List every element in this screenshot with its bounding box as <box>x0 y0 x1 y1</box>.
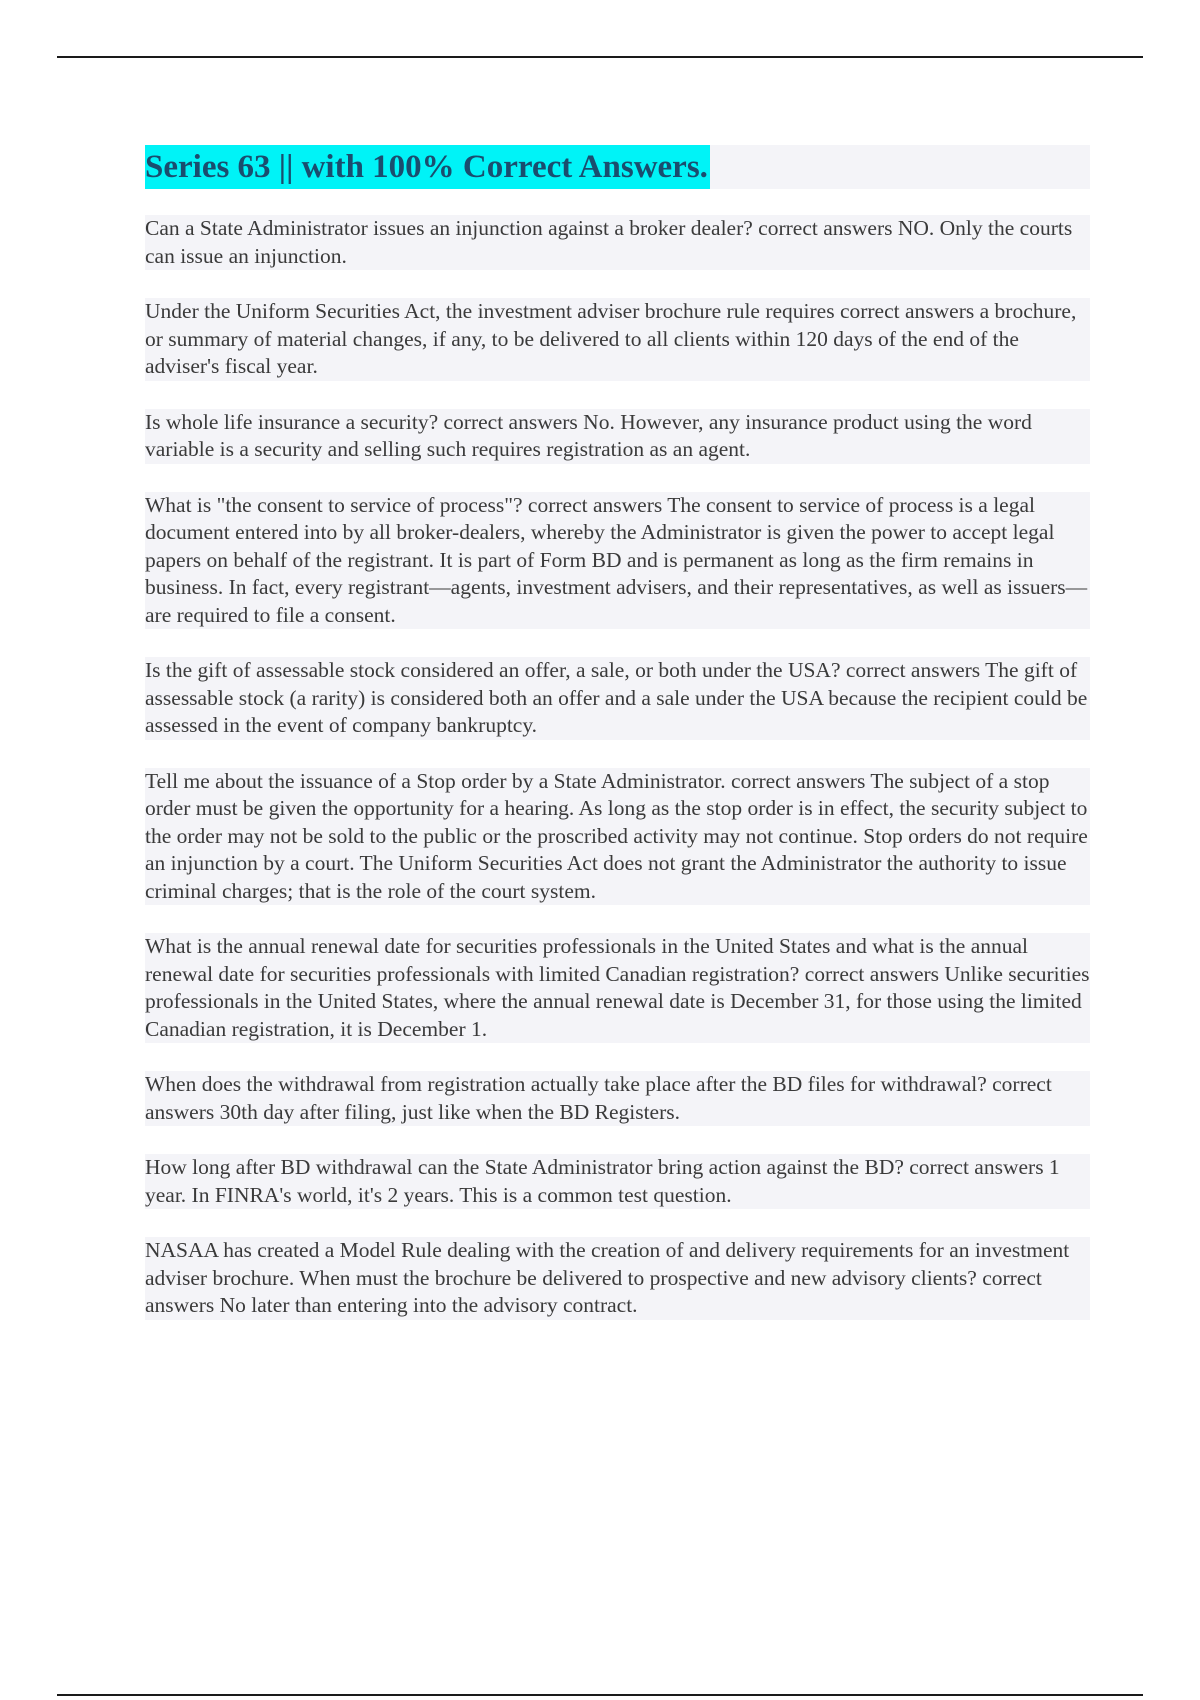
bottom-rule <box>57 1694 1143 1696</box>
qa-item: How long after BD withdrawal can the State Administrator bring action against the BD? correct answers 1 year. In FINRA's world, it's 2 years. This is a common test question. <box>145 1154 1090 1209</box>
qa-item: Under the Uniform Securities Act, the investment adviser brochure rule requires correct answers a brochure, or summary of material changes, if any, to be delivered to all clients within 120 days of the end of the adviser's fiscal year. <box>145 298 1090 381</box>
qa-item: Can a State Administrator issues an injunction against a broker dealer? correct answers NO. Only the courts can issue an injunction. <box>145 215 1090 270</box>
title-band <box>145 145 1090 189</box>
top-rule <box>57 56 1143 58</box>
qa-item: Is the gift of assessable stock considered an offer, a sale, or both under the USA? correct answers The gift of assessable stock (a rarity) is considered both an offer and a sale under the USA because the recipient could be assessed in the event of company bankruptcy. <box>145 657 1090 740</box>
qa-item: What is "the consent to service of process"? correct answers The consent to service of process is a legal document entered into by all broker-dealers, whereby the Administrator is given the power to accept legal papers on behalf of the registrant. It is part of Form BD and is permanent as long as the firm remains in business. In fact, every registrant—agents, investment advisers, and their representatives, as well as issuers—are required to file a consent. <box>145 492 1090 630</box>
qa-item: What is the annual renewal date for securities professionals in the United States and what is the annual renewal date for securities professionals with limited Canadian registration? correct answers Unlike securities professionals in the United States, where the annual renewal date is December 31, for those using the limited Canadian registration, it is December 1. <box>145 933 1090 1043</box>
document-body <box>145 145 1090 1348</box>
qa-item: Is whole life insurance a security? correct answers No. However, any insurance product using the word variable is a security and selling such requires registration as an agent. <box>145 409 1090 464</box>
document-title: Series 63 || with 100% Correct Answers. <box>145 145 710 189</box>
qa-item: NASAA has created a Model Rule dealing with the creation of and delivery requirements for an investment adviser brochure. When must the brochure be delivered to prospective and new advisory clients? correct answers No later than entering into the advisory contract. <box>145 1237 1090 1320</box>
qa-item: Tell me about the issuance of a Stop order by a State Administrator. correct answers The subject of a stop order must be given the opportunity for a hearing. As long as the stop order is in effect, the security subject to the order may not be sold to the public or the proscribed activity may not continue. Stop orders do not require an injunction by a court. The Uniform Securities Act does not grant the Administrator the authority to issue criminal charges; that is the role of the court system. <box>145 768 1090 906</box>
qa-item: When does the withdrawal from registration actually take place after the BD files for withdrawal? correct answers 30th day after filing, just like when the BD Registers. <box>145 1071 1090 1126</box>
